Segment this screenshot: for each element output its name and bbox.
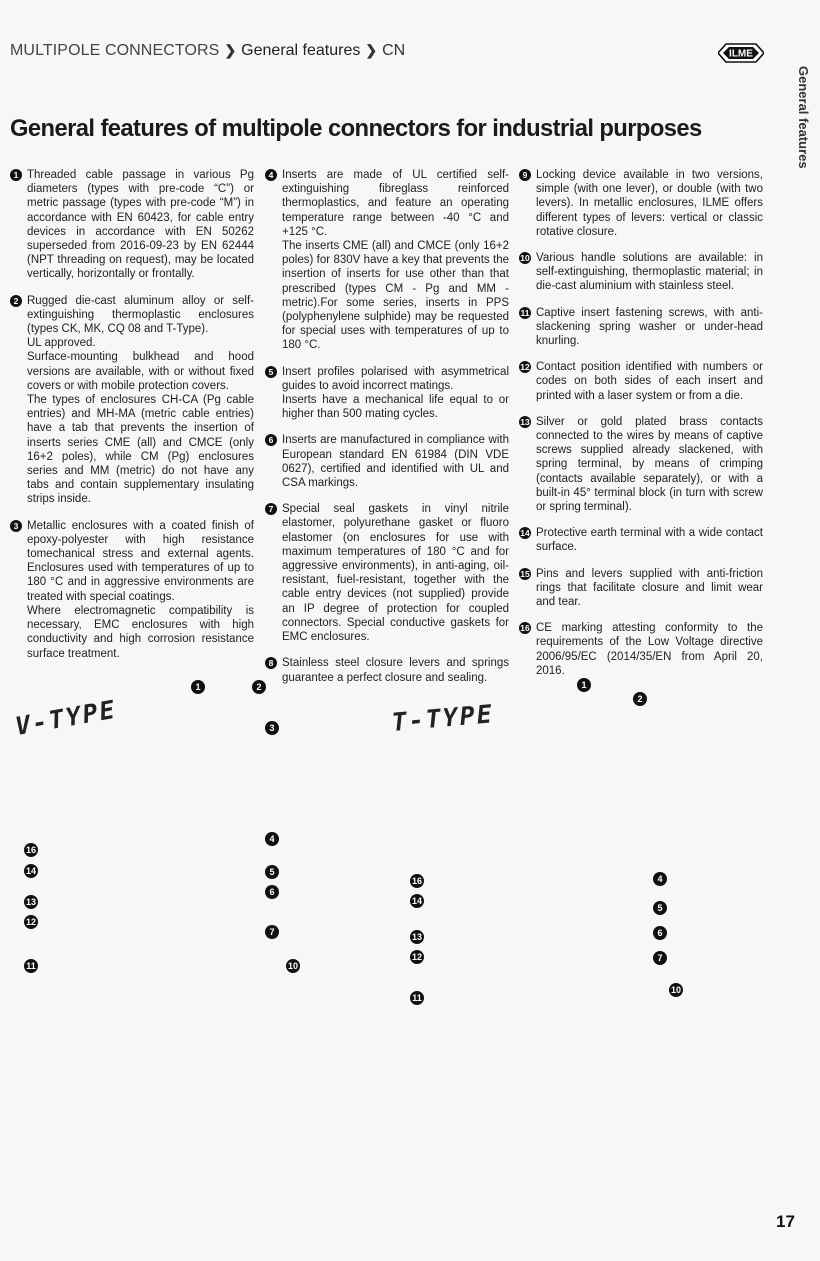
feature-text: CE marking attesting conformity to the requirements of the Low Voltage directive 2006/95/EC (2014/35/EN from April 20, 2016. xyxy=(536,622,763,677)
breadcrumb-root[interactable]: MULTIPOLE CONNECTORS xyxy=(10,42,220,59)
feature-item xyxy=(519,168,763,239)
features-column-1 xyxy=(10,168,254,671)
feature-item xyxy=(265,433,509,490)
ilme-logo xyxy=(718,42,764,64)
feature-text-extra: Surface-mounting bulkhead and hood versions are available, with or without fixed covers or with mobile protection covers. xyxy=(27,351,254,392)
breadcrumb xyxy=(10,42,405,60)
feature-text: Threaded cable passage in various Pg diameters (types with pre-code “C”) or metric passage (types with pre-code “M”) in accordance with EN 60423, for cable entry devices in accordance with EN 50262 superseded from 2016-09-23 by EN 62444 (NPT threading on request), may be located vertically, horizontally or frontally. xyxy=(27,169,254,281)
feature-item xyxy=(10,294,254,507)
feature-item xyxy=(519,251,763,294)
feature-number-badge: 11 xyxy=(520,307,530,318)
feature-number-badge: 7 xyxy=(265,503,277,515)
feature-text: Various handle solutions are available: in self-extinguishing, thermoplastic material; in die-cast aluminium with stainless steel. xyxy=(536,252,763,293)
page-title: General features of multipole connectors for industrial purposes xyxy=(10,115,702,142)
feature-number-badge: 13 xyxy=(520,416,530,427)
feature-number-badge: 14 xyxy=(520,528,530,539)
feature-number-badge: 2 xyxy=(10,295,22,307)
feature-item xyxy=(265,656,509,684)
feature-text-extra: Inserts have a mechanical life equal to or higher than 500 mating cycles. xyxy=(282,394,509,421)
feature-item xyxy=(10,519,254,661)
ttype-callout: 16 xyxy=(411,876,422,886)
breadcrumb-separator-icon: ❯ xyxy=(365,42,378,58)
vtype-callout: 6 xyxy=(265,885,279,899)
feature-text: Captive insert fastening screws, with anti-slackening spring washer or under-head knurling. xyxy=(536,306,763,348)
ttype-callout: 11 xyxy=(410,991,424,1005)
vtype-callout: 10 xyxy=(287,961,298,971)
feature-number-badge: 5 xyxy=(265,366,277,378)
feature-item xyxy=(519,306,763,349)
side-section-label: General features xyxy=(796,66,811,169)
page-number: 17 xyxy=(776,1212,795,1231)
feature-text: Contact position identified with numbers or codes on both sides of each insert and printed with a laser system or from a die. xyxy=(536,361,763,402)
feature-item xyxy=(519,567,763,610)
vtype-callout: 11 xyxy=(24,959,38,973)
vtype-callout: 16 xyxy=(25,845,36,855)
ttype-callout: 6 xyxy=(653,926,667,940)
ttype-callout: 12 xyxy=(411,952,422,962)
vtype-label: V-TYPE xyxy=(12,694,119,741)
breadcrumb-general-features[interactable]: General features xyxy=(241,42,361,59)
vtype-callout: 13 xyxy=(25,897,36,907)
feature-text-extra: UL approved. xyxy=(27,337,96,350)
features-column-3 xyxy=(519,168,763,688)
vtype-callout: 7 xyxy=(265,925,279,939)
feature-text: Insert profiles polarised with asymmetrical guides to avoid incorrect matings. xyxy=(282,365,509,392)
feature-text: Pins and levers supplied with anti-friction rings that facilitate closure and limit wear and tear. xyxy=(536,567,763,609)
features-column-2 xyxy=(265,168,509,695)
feature-text: Locking device available in two versions, simple (with one lever), or double (with two levers). In metallic enclosures, ILME offers different types of levers: vertical or classic rotative closure. xyxy=(536,169,763,238)
feature-item xyxy=(265,502,509,644)
feature-item xyxy=(265,365,509,422)
feature-number-badge: 15 xyxy=(520,568,530,579)
vtype-callout: 12 xyxy=(25,917,36,927)
vtype-callout: 5 xyxy=(265,865,279,879)
feature-text: Inserts are manufactured in compliance with European standard EN 61984 (DIN VDE 0627), certified and identified with UL and CSA markings. xyxy=(282,434,509,490)
feature-number-badge: 3 xyxy=(10,520,22,532)
feature-number-badge: 1 xyxy=(10,169,22,181)
vtype-callout: 14 xyxy=(25,866,36,876)
feature-number-badge: 16 xyxy=(520,623,530,634)
ttype-callout: 4 xyxy=(653,872,667,886)
feature-text-extra: Where electromagnetic compatibility is necessary, EMC enclosures with high conductivity and high corrosion resistance surface treatment. xyxy=(27,604,254,660)
feature-text: Stainless steel closure levers and springs guarantee a perfect closure and sealing. xyxy=(282,657,509,684)
ttype-callout: 2 xyxy=(633,692,647,706)
ttype-callout: 5 xyxy=(653,901,667,915)
breadcrumb-separator-icon: ❯ xyxy=(224,42,237,58)
feature-item xyxy=(519,526,763,554)
vtype-callout: 1 xyxy=(191,680,205,694)
feature-number-badge: 6 xyxy=(265,434,277,446)
feature-text: Protective earth terminal with a wide contact surface. xyxy=(536,527,763,554)
ttype-callout: 10 xyxy=(670,985,681,995)
feature-text: Silver or gold plated brass contacts connected to the wires by means of captive screws supplied already slackened, with spring terminal, by means of crimping (contacts available separately), or with a built-in 45° terminal block (in turn with screw or spring terminal). xyxy=(536,415,763,514)
feature-number-badge: 8 xyxy=(265,657,277,669)
feature-item xyxy=(10,168,254,282)
ttype-callout: 7 xyxy=(653,951,667,965)
feature-number-badge: 9 xyxy=(519,169,531,181)
logo-text: ILME xyxy=(729,48,753,60)
feature-number-badge: 10 xyxy=(520,253,530,264)
vtype-callout: 4 xyxy=(265,832,279,846)
ttype-callout: 1 xyxy=(577,678,591,692)
ttype-label: T-TYPE xyxy=(390,699,495,737)
feature-text: Metallic enclosures with a coated finish of epoxy-polyester with high resistance tomechanical stress and external agents. Enclosures used with temperatures of up to 180 °C and in aggressive environments are treated with special coatings. xyxy=(27,519,254,603)
feature-text: Rugged die-cast aluminum alloy or self-extinguishing thermoplastic enclosures (types CK, MK, CQ 08 and T-Type). xyxy=(27,294,254,336)
vtype-callout: 3 xyxy=(265,721,279,735)
feature-item xyxy=(519,621,763,678)
ttype-callout: 13 xyxy=(411,932,422,942)
feature-number-badge: 4 xyxy=(265,169,277,181)
feature-item xyxy=(519,415,763,514)
vtype-callout: 2 xyxy=(252,680,266,694)
feature-item xyxy=(265,168,509,353)
feature-text: Inserts are made of UL certified self-extinguishing fibreglass reinforced thermoplastics, and feature an operating temperature range between -40 °C and +125 °C. xyxy=(282,169,509,238)
ttype-callout: 14 xyxy=(411,896,422,906)
breadcrumb-leaf: CN xyxy=(382,42,406,59)
feature-text: Special seal gaskets in vinyl nitrile elastomer, polyurethane gasket or fluoro elastomer (on enclosures for use with maximum temperatures of 180 °C and for aggressive environments), in anti-aging, oil-resistant, fuel-resistant, together with the cable entry devices (not supplied) provide an IP degree of protection for coupled connectors. Special conductive gaskets for EMC enclosures. xyxy=(282,503,509,644)
feature-item xyxy=(519,360,763,403)
feature-text-extra: The inserts CME (all) and CMCE (only 16+2 poles) for 830V have a key that prevents the insertion of inserts for use other than that prescribed (types CM - Pg and MM - metric).For some series, inserts in PPS (polyphenylene sulphide) may be requested for special uses with temperatures of up to 180 °C. xyxy=(282,240,509,352)
feature-number-badge: 12 xyxy=(520,362,530,373)
feature-text-extra: The types of enclosures CH-CA (Pg cable entries) and MH-MA (metric cable entries) have a tab that prevents the insertion of inserts series CME (all) and CMCE (only 16+2 poles), while CM (Pg) enclosures series and MM (metric) do not have any tabs and contain supplementary insulating strips inside. xyxy=(27,394,254,506)
